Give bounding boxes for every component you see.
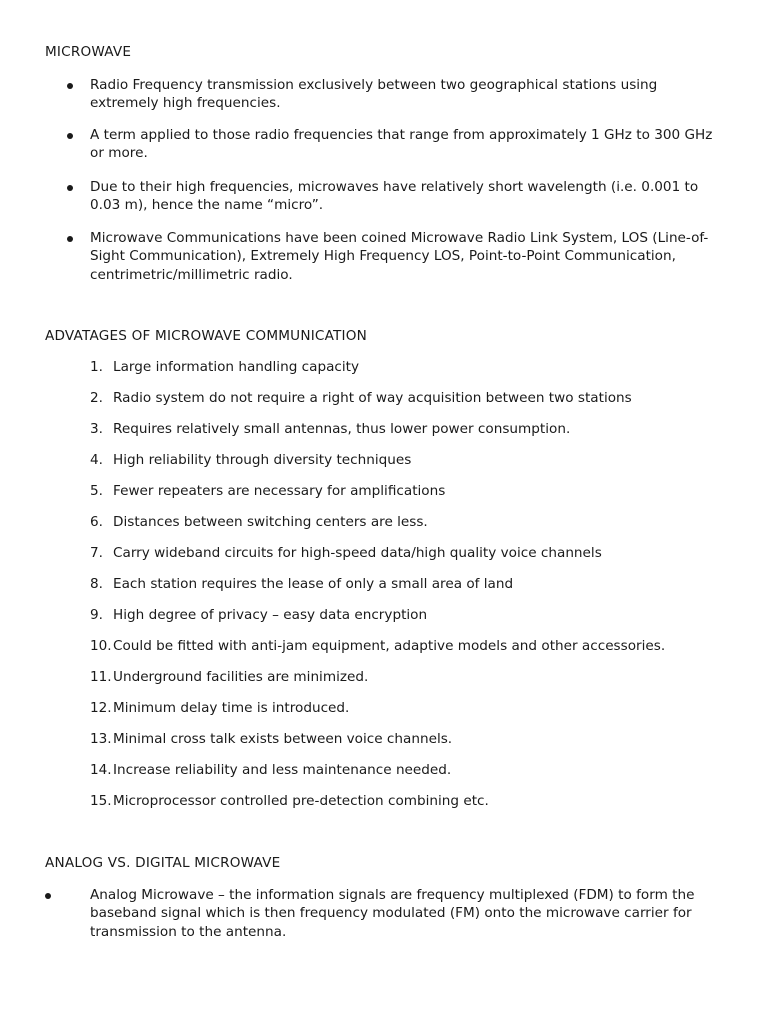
list-item-number: 13. xyxy=(90,731,112,747)
list-item-number: 4. xyxy=(90,452,103,468)
list-item: Each station requires the lease of only a small area of land xyxy=(113,576,514,592)
section-heading-analog-vs-digital: ANALOG VS. DIGITAL MICROWAVE xyxy=(45,855,281,871)
list-item-number: 3. xyxy=(90,421,103,437)
list-item-number: 6. xyxy=(90,514,103,530)
bullet-item: Analog Microwave – the information signals are frequency multiplexed (FDM) to form the baseband signal which is then frequency modulated (FM) onto the microwave carrier for transmission to the antenna. xyxy=(90,887,695,940)
list-item-number: 9. xyxy=(90,607,103,623)
list-item: Minimal cross talk exists between voice channels. xyxy=(113,731,453,747)
bullet-icon xyxy=(67,185,73,191)
bullet-icon xyxy=(67,236,73,242)
list-item: Carry wideband circuits for high-speed data/high quality voice channels xyxy=(113,545,602,561)
list-item: Requires relatively small antennas, thus lower power consumption. xyxy=(113,421,571,437)
list-item: Distances between switching centers are less. xyxy=(113,514,428,530)
section-heading-microwave: MICROWAVE xyxy=(45,44,132,60)
list-item: Microprocessor controlled pre-detection combining etc. xyxy=(113,793,489,809)
section-heading-advantages: ADVATAGES OF MICROWAVE COMMUNICATION xyxy=(45,328,368,344)
bullet-item: Radio Frequency transmission exclusively between two geographical stations using extremely high frequencies. xyxy=(90,77,658,112)
bullet-icon xyxy=(67,83,73,89)
bullet-item: Due to their high frequencies, microwaves have relatively short wavelength (i.e. 0.001 to 0.03 m), hence the name “micro”. xyxy=(90,179,699,214)
list-item-number: 14. xyxy=(90,762,112,778)
list-item: Could be fitted with anti-jam equipment, adaptive models and other accessories. xyxy=(113,638,666,654)
bullet-icon xyxy=(45,893,51,899)
list-item-number: 5. xyxy=(90,483,103,499)
list-item: Radio system do not require a right of way acquisition between two stations xyxy=(113,390,632,406)
bullet-item: Microwave Communications have been coined Microwave Radio Link System, LOS (Line-of-Sight Communication), Extremely High Frequency LOS, Point-to-Point Communication, centrimetric/millimetric radio. xyxy=(90,230,709,283)
list-item: High degree of privacy – easy data encryption xyxy=(113,607,428,623)
list-item-number: 10. xyxy=(90,638,112,654)
list-item-number: 2. xyxy=(90,390,103,406)
bullet-icon xyxy=(67,133,73,139)
list-item: Large information handling capacity xyxy=(113,359,360,375)
list-item: Underground facilities are minimized. xyxy=(113,669,369,685)
list-item: High reliability through diversity techniques xyxy=(113,452,412,468)
list-item-number: 12. xyxy=(90,700,112,716)
list-item: Increase reliability and less maintenance needed. xyxy=(113,762,452,778)
bullet-item: A term applied to those radio frequencies that range from approximately 1 GHz to 300 GHz or more. xyxy=(90,127,713,162)
list-item-number: 7. xyxy=(90,545,103,561)
list-item-number: 11. xyxy=(90,669,112,685)
list-item-number: 15. xyxy=(90,793,112,809)
list-item: Fewer repeaters are necessary for amplifications xyxy=(113,483,446,499)
list-item-number: 8. xyxy=(90,576,103,592)
list-item: Minimum delay time is introduced. xyxy=(113,700,350,716)
list-item-number: 1. xyxy=(90,359,103,375)
